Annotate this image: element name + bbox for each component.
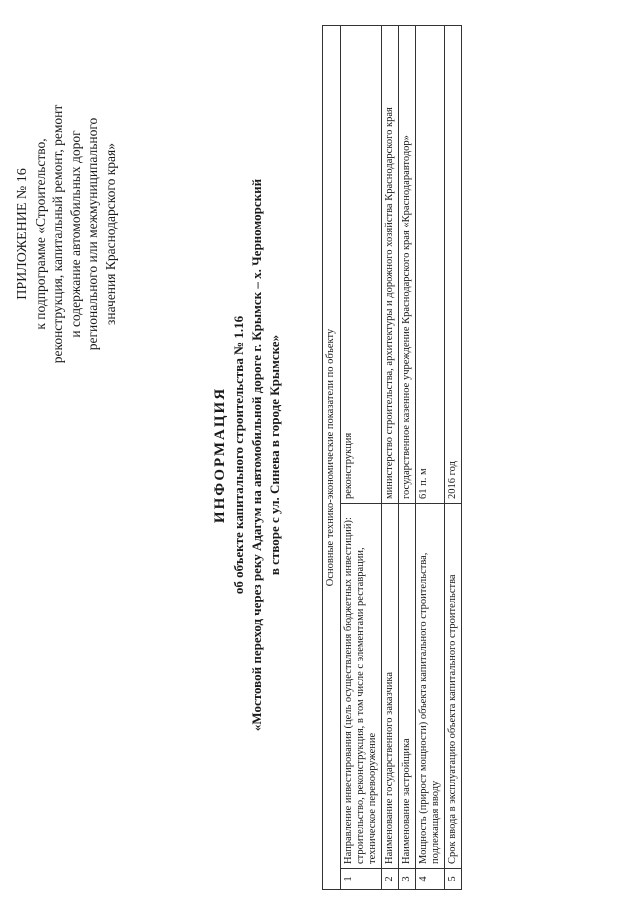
document-title: ИНФОРМАЦИЯ [212, 386, 228, 524]
row-label: Срок ввода в эксплуатацию объекта капитального строительства [445, 504, 462, 869]
object-name-line: «Мостовой переход через реку Адагум на автомобильной дороге г. Крымск – х. Черноморский [249, 178, 264, 732]
appendix-line: значения Краснодарского края» [102, 143, 118, 325]
appendix-line: реконструкция, капитальный ремонт, ремонт [50, 104, 65, 364]
table-row [382, 26, 399, 890]
table-header-row [323, 26, 341, 890]
row-number: 5 [445, 869, 462, 890]
row-label: Наименование застройщика [399, 504, 416, 869]
row-value: 61 п. м [416, 26, 445, 504]
document-subtitle: об объекте капитального строительства № 1.16 [231, 315, 246, 595]
appendix-block [14, 21, 119, 447]
row-number: 4 [416, 869, 445, 890]
document-heading [210, 65, 284, 845]
row-number: 1 [341, 869, 382, 890]
row-label: Направление инвестирования (цель осуществления бюджетных инвестиций): строительство, реконструкция, в том числе с элементами реставрации, техническое перевооружение [341, 504, 382, 869]
appendix-line: и содержание автомобильных дорог [67, 130, 83, 338]
table-row [341, 26, 382, 890]
table-row [445, 26, 462, 890]
appendix-line: к подпрограмме «Строительство, [32, 138, 48, 330]
row-value: реконструкция [341, 26, 382, 504]
indicators-table [322, 25, 462, 890]
row-value: 2016 год [445, 26, 462, 504]
appendix-title: ПРИЛОЖЕНИЕ № 16 [15, 168, 30, 300]
table-row [399, 26, 416, 890]
object-name-line: в створе с ул. Синева в городе Крымске» [267, 334, 282, 576]
row-number: 3 [399, 869, 416, 890]
row-value: министерство строительства, архитектуры и дорожного хозяйства Краснодарского края [382, 26, 399, 504]
table-row [416, 26, 445, 890]
row-value: государственное казенное учреждение Краснодарского края «Краснодаравтодор» [399, 26, 416, 504]
table-header: Основные технико-экономические показатели по объекту [323, 26, 341, 890]
appendix-line: регионального или межмуниципального [85, 117, 100, 351]
row-label: Мощность (прирост мощности) объекта капитального строительства, подлежащая вводу [416, 504, 445, 869]
row-label: Наименование государственного заказчика [382, 504, 399, 869]
row-number: 2 [382, 869, 399, 890]
